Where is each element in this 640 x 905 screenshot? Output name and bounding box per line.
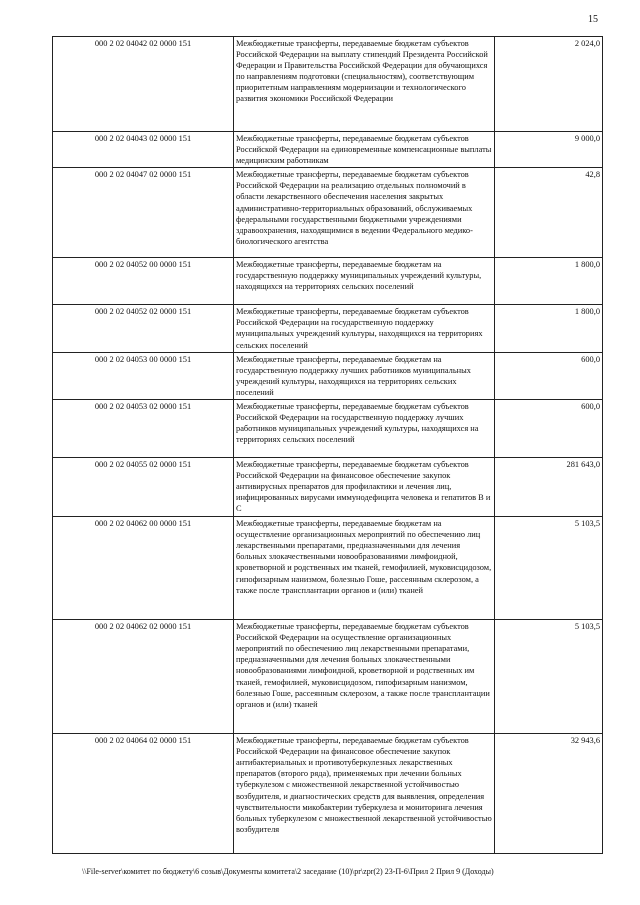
row-amount: 600,0 <box>495 400 603 458</box>
row-amount: 32 943,6 <box>495 734 603 854</box>
row-description: Межбюджетные трансферты, передаваемые бюджетам субъектов Российской Федерации на государственную поддержку лучших работников муниципальных учреждений культуры, находящихся на территориях сельских поселений <box>234 400 495 458</box>
row-description: Межбюджетные трансферты, передаваемые бюджетам субъектов Российской Федерации на финансовое обеспечение закупок антибактериальных и противотуберкулезных лекарственных препаратов (второго ряда), применяемых при лечении больных туберкулезом с множественной лекарственной устойчивостью возбудителя, и диагностических средств для выявления, определения чувствительности микобактерии туберкулеза и мониторинга лечения больных туберкулезом с множественной лекарственной устойчивостью возбудителя <box>234 734 495 854</box>
row-amount: 2 024,0 <box>495 37 603 132</box>
budget-code: 000 2 02 04055 02 0000 151 <box>53 458 234 517</box>
table-row <box>53 517 603 620</box>
table-row <box>53 734 603 854</box>
budget-table <box>52 36 603 854</box>
row-amount: 281 643,0 <box>495 458 603 517</box>
row-description: Межбюджетные трансферты, передаваемые бюджетам субъектов Российской Федерации на государственную поддержку муниципальных учреждений культуры, находящихся на территориях сельских поселений <box>234 305 495 352</box>
row-description: Межбюджетные трансферты, передаваемые бюджетам на осуществление организационных мероприятий по обеспечению лиц лекарственными препаратами, предназначенными для лечения больных злокачественными новообразованиями лимфоидной, кроветворной и родственных им тканей, гемофилией, муковисцидозом, гипофизарным нанизмом, болезнью Гоше, рассеянным склерозом, а также после трансплантации органов и (или) тканей <box>234 517 495 620</box>
table-row <box>53 132 603 168</box>
table-row <box>53 458 603 517</box>
row-description: Межбюджетные трансферты, передаваемые бюджетам субъектов Российской Федерации на финансовое обеспечение закупок антивирусных препаратов для профилактики и лечения лиц, инфицированных вирусами иммунодефицита человека и гепатитов В и С <box>234 458 495 517</box>
table-row <box>53 305 603 352</box>
budget-code: 000 2 02 04042 02 0000 151 <box>53 37 234 132</box>
row-description: Межбюджетные трансферты, передаваемые бюджетам субъектов Российской Федерации на реализацию отдельных полномочий в области лекарственного обеспечения населения закрытых административно-территориальных образований, обслуживаемых федеральными государственными бюджетными учреждениями здравоохранения, находящимися в ведении Федерального медико-биологического агентства <box>234 168 495 258</box>
table-row <box>53 400 603 458</box>
row-amount: 9 000,0 <box>495 132 603 168</box>
budget-code: 000 2 02 04064 02 0000 151 <box>53 734 234 854</box>
table-row <box>53 352 603 399</box>
row-description: Межбюджетные трансферты, передаваемые бюджетам на государственную поддержку лучших работников муниципальных учреждений культуры, находящихся на территориях сельских поселений <box>234 352 495 399</box>
row-amount: 5 103,5 <box>495 517 603 620</box>
row-amount: 1 800,0 <box>495 305 603 352</box>
budget-code: 000 2 02 04052 00 0000 151 <box>53 258 234 305</box>
row-amount: 42,8 <box>495 168 603 258</box>
row-amount: 5 103,5 <box>495 620 603 734</box>
budget-code: 000 2 02 04062 00 0000 151 <box>53 517 234 620</box>
table-row <box>53 620 603 734</box>
budget-code: 000 2 02 04053 02 0000 151 <box>53 400 234 458</box>
budget-code: 000 2 02 04062 02 0000 151 <box>53 620 234 734</box>
budget-code: 000 2 02 04052 02 0000 151 <box>53 305 234 352</box>
table-row <box>53 168 603 258</box>
footer-file-path: \\File-server\комитет по бюджету\6 созыв\Документы комитета\2 заседание (10)\pr\zpr(2) 23-П-6\Прил 2 Прил 9 (Доходы) <box>82 867 494 876</box>
row-description: Межбюджетные трансферты, передаваемые бюджетам на государственную поддержку муниципальных учреждений культуры, находящихся на территориях сельских поселений <box>234 258 495 305</box>
budget-code: 000 2 02 04053 00 0000 151 <box>53 352 234 399</box>
row-amount: 1 800,0 <box>495 258 603 305</box>
page-number: 15 <box>588 14 598 25</box>
budget-code: 000 2 02 04047 02 0000 151 <box>53 168 234 258</box>
table-row <box>53 258 603 305</box>
row-description: Межбюджетные трансферты, передаваемые бюджетам субъектов Российской Федерации на выплату стипендий Президента Российской Федерации и Правительства Российской Федерации для обучающихся по направлениям подготовки (специальностям), соответствующим приоритетным направлениям модернизации и технологического развития экономики Российской Федерации <box>234 37 495 132</box>
budget-code: 000 2 02 04043 02 0000 151 <box>53 132 234 168</box>
row-description: Межбюджетные трансферты, передаваемые бюджетам субъектов Российской Федерации на осуществление организационных мероприятий по обеспечению лиц лекарственными препаратами, предназначенными для лечения больных злокачественными новообразованиями лимфоидной, кроветворной и родственных им тканей, гемофилией, муковисцидозом, гипофизарным нанизмом, болезнью Гоше, рассеянным склерозом, а также после трансплантации органов и (или) тканей <box>234 620 495 734</box>
row-description: Межбюджетные трансферты, передаваемые бюджетам субъектов Российской Федерации на единовременные компенсационные выплаты медицинским работникам <box>234 132 495 168</box>
row-amount: 600,0 <box>495 352 603 399</box>
table-row <box>53 37 603 132</box>
